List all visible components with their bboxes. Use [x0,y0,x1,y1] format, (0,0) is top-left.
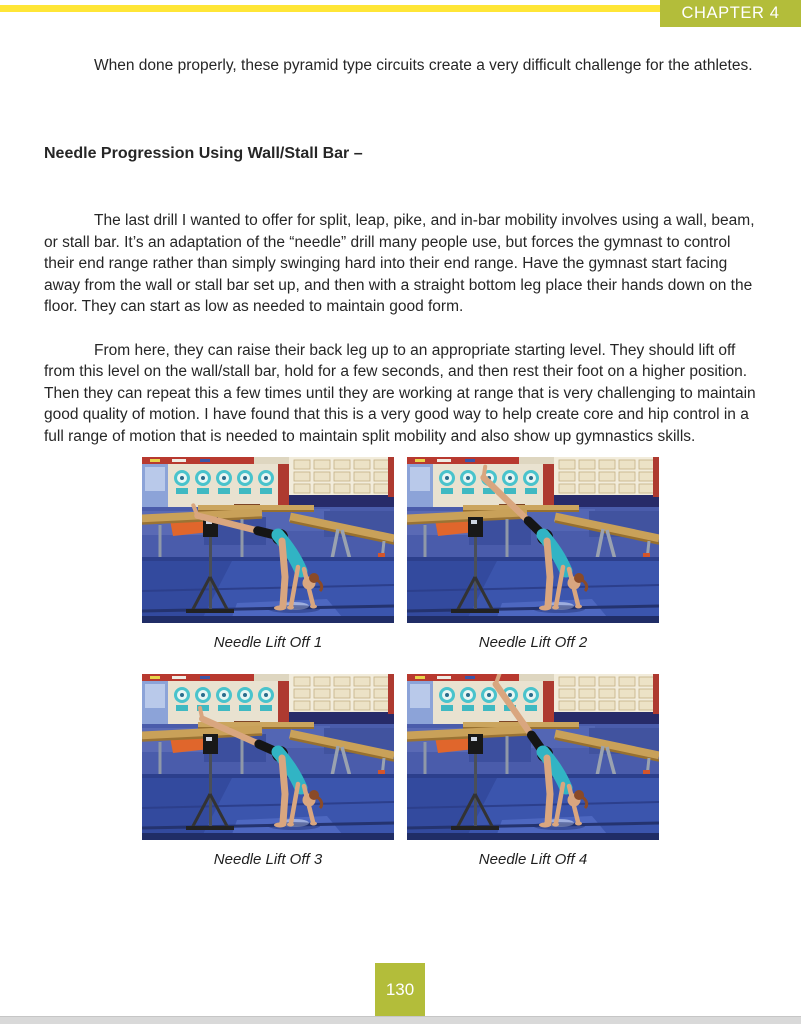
chapter-badge-label: CHAPTER 4 [681,4,780,22]
photo-grid [142,457,659,869]
figure-needle-lift-off-3 [142,674,394,869]
page-number: 130 [385,979,415,999]
needle-lift-off-1-photo [142,457,394,623]
figure-caption: Needle Lift Off 1 [213,634,323,651]
chapter-badge [660,0,801,27]
figure-caption: Needle Lift Off 4 [478,851,588,868]
figure-needle-lift-off-1 [142,457,394,652]
paragraph-drill-progression: From here, they can raise their back leg up to an appropriate starting level. They should lift off from this level on the wall/stall bar, hold for a few seconds, and then rest their foot on a higher position. Then they can repeat this a few times until they are working at range that is very challenging to maintain good quality of motion. I have found that this is a very good way to help create core and hip control in a full range of motion that is needed to maintain split mobility and also show up gymnastics skills. [44,341,756,445]
page-number-badge [375,963,425,1016]
figure-needle-lift-off-4 [407,674,659,869]
needle-lift-off-2-photo [407,457,659,623]
figure-caption: Needle Lift Off 2 [478,634,588,651]
figure-needle-lift-off-2 [407,457,659,652]
needle-lift-off-4-photo [407,674,659,840]
figure-caption: Needle Lift Off 3 [213,851,323,868]
viewer-bottom-edge [0,1016,801,1024]
section-heading: Needle Progression Using Wall/Stall Bar – [44,144,363,162]
paragraph-intro: When done properly, these pyramid type circuits create a very difficult challenge for the athletes. [94,57,753,74]
paragraph-drill-setup: The last drill I wanted to offer for split, leap, pike, and in-bar mobility involves using a wall, beam, or stall bar. It’s an adaptation of the “needle” drill many people use, but forces the gymnast to control their end range rather than simply swinging hard into their end range. Have the gymnast start facing away from the wall or stall bar set up, and then with a straight bottom leg place their hands down on the floor. They can start as low as needed to maintain good form. [44,212,755,315]
needle-lift-off-3-photo [142,674,394,840]
